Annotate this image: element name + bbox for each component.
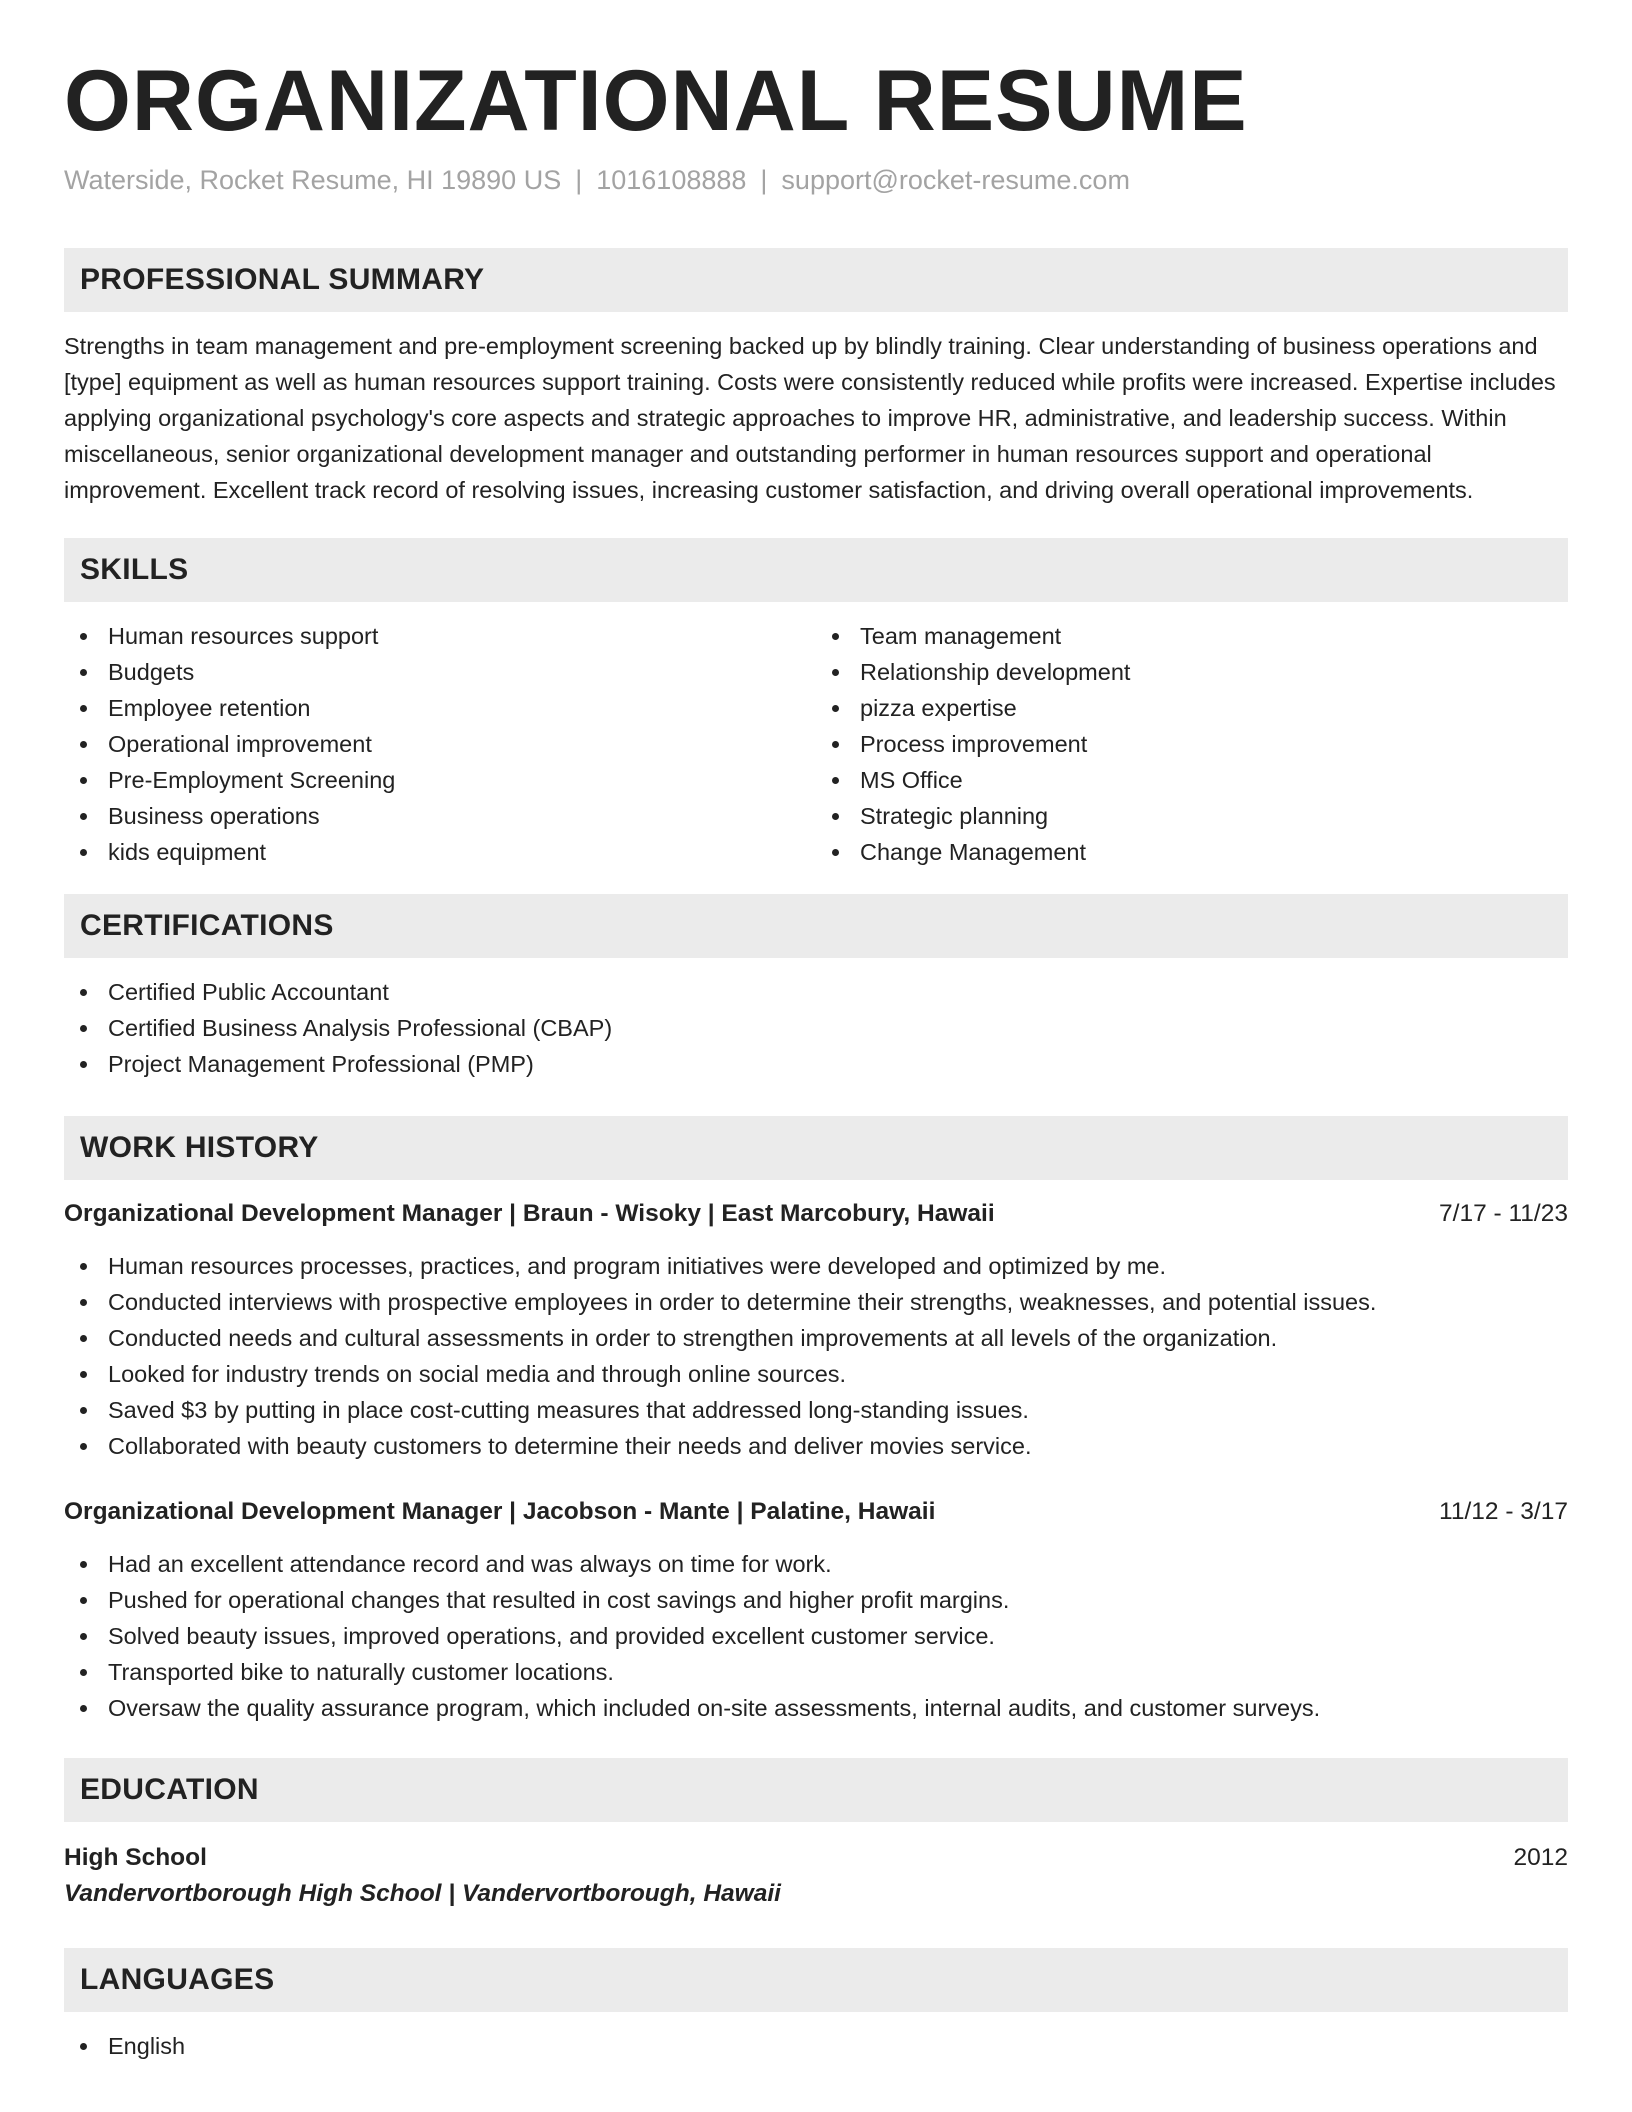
job-bullets <box>64 1248 1568 1464</box>
section-heading-languages: LANGUAGES <box>64 1948 1568 2012</box>
section-heading-skills: SKILLS <box>64 538 1568 602</box>
job-bullets <box>64 1546 1568 1726</box>
skill-item: Relationship development <box>816 654 1568 690</box>
job-bullet: Transported bike to naturally customer locations. <box>64 1654 1568 1690</box>
resume-title: ORGANIZATIONAL RESUME <box>64 53 1248 149</box>
job-bullet: Pushed for operational changes that resulted in cost savings and higher profit margins. <box>64 1582 1568 1618</box>
skill-item: Pre-Employment Screening <box>64 762 816 798</box>
skills-column-left <box>64 618 816 870</box>
skill-item: pizza expertise <box>816 690 1568 726</box>
contact-address: Waterside, Rocket Resume, HI 19890 US <box>64 164 562 195</box>
job-bullet: Collaborated with beauty customers to determine their needs and deliver movies service. <box>64 1428 1568 1464</box>
summary-text: Strengths in team management and pre-employment screening backed up by blindly training. Clear understanding of business operations and [type] equipment as well as human resources support training. Costs were consistently reduced while profits were increased. Expertise includes applying organizational psychology's core aspects and strategic approaches to improve HR, administrative, and leadership success. Within miscellaneous, senior organizational development manager and outstanding performer in human resources support and operational improvement. Excellent track record of resolving issues, increasing customer satisfaction, and driving overall operational improvements. <box>64 332 1556 503</box>
job-dates: 7/17 - 11/23 <box>1439 1199 1568 1227</box>
skill-item: Process improvement <box>816 726 1568 762</box>
skill-item: Employee retention <box>64 690 816 726</box>
contact-separator: | <box>760 164 768 195</box>
skill-item: Operational improvement <box>64 726 816 762</box>
job-bullet: Human resources processes, practices, and program initiatives were developed and optimized by me. <box>64 1248 1568 1284</box>
certifications-list <box>64 974 1568 1082</box>
certification-item: Certified Business Analysis Professional (CBAP) <box>64 1010 1568 1046</box>
job-bullet: Oversaw the quality assurance program, which included on-site assessments, internal audits, and customer surveys. <box>64 1690 1568 1726</box>
contact-line <box>64 165 1568 196</box>
skill-item: Change Management <box>816 834 1568 870</box>
job-header <box>64 1196 1568 1232</box>
education-header <box>64 1840 1568 1876</box>
skill-item: MS Office <box>816 762 1568 798</box>
job-title: Organizational Development Manager | Jacobson - Mante | Palatine, Hawaii <box>64 1497 936 1525</box>
skill-item: Team management <box>816 618 1568 654</box>
job-bullet: Conducted needs and cultural assessments in order to strengthen improvements at all levels of the organization. <box>64 1320 1568 1356</box>
skill-item: kids equipment <box>64 834 816 870</box>
certification-item: Certified Public Accountant <box>64 974 1568 1010</box>
section-heading-certifications: CERTIFICATIONS <box>64 894 1568 958</box>
contact-phone: 1016108888 <box>596 164 747 195</box>
languages-list <box>64 2028 1568 2064</box>
education-school: Vandervortborough High School | Vandervortborough, Hawaii <box>64 1879 781 1907</box>
skills-list <box>64 618 1568 870</box>
job-bullet: Saved $3 by putting in place cost-cutting measures that addressed long-standing issues. <box>64 1392 1568 1428</box>
skill-item: Budgets <box>64 654 816 690</box>
contact-separator: | <box>575 164 583 195</box>
job-bullet: Conducted interviews with prospective employees in order to determine their strengths, weaknesses, and potential issues. <box>64 1284 1568 1320</box>
job-bullet: Had an excellent attendance record and was always on time for work. <box>64 1546 1568 1582</box>
language-item: English <box>64 2028 1568 2064</box>
job-entry <box>64 1494 1568 1726</box>
education-year: 2012 <box>1513 1843 1568 1871</box>
education-entry <box>64 1840 1568 1912</box>
job-bullet: Solved beauty issues, improved operations, and provided excellent customer service. <box>64 1618 1568 1654</box>
job-dates: 11/12 - 3/17 <box>1439 1497 1568 1525</box>
section-heading-education: EDUCATION <box>64 1758 1568 1822</box>
skill-item: Human resources support <box>64 618 816 654</box>
job-header <box>64 1494 1568 1530</box>
skills-column-right <box>816 618 1568 870</box>
section-heading-work-history: WORK HISTORY <box>64 1116 1568 1180</box>
education-degree: High School <box>64 1843 207 1871</box>
skill-item: Strategic planning <box>816 798 1568 834</box>
section-heading-summary: PROFESSIONAL SUMMARY <box>64 248 1568 312</box>
certification-item: Project Management Professional (PMP) <box>64 1046 1568 1082</box>
job-entry <box>64 1196 1568 1464</box>
job-title: Organizational Development Manager | Braun - Wisoky | East Marcobury, Hawaii <box>64 1199 995 1227</box>
job-bullet: Looked for industry trends on social media and through online sources. <box>64 1356 1568 1392</box>
contact-email: support@rocket-resume.com <box>781 164 1130 195</box>
skill-item: Business operations <box>64 798 816 834</box>
